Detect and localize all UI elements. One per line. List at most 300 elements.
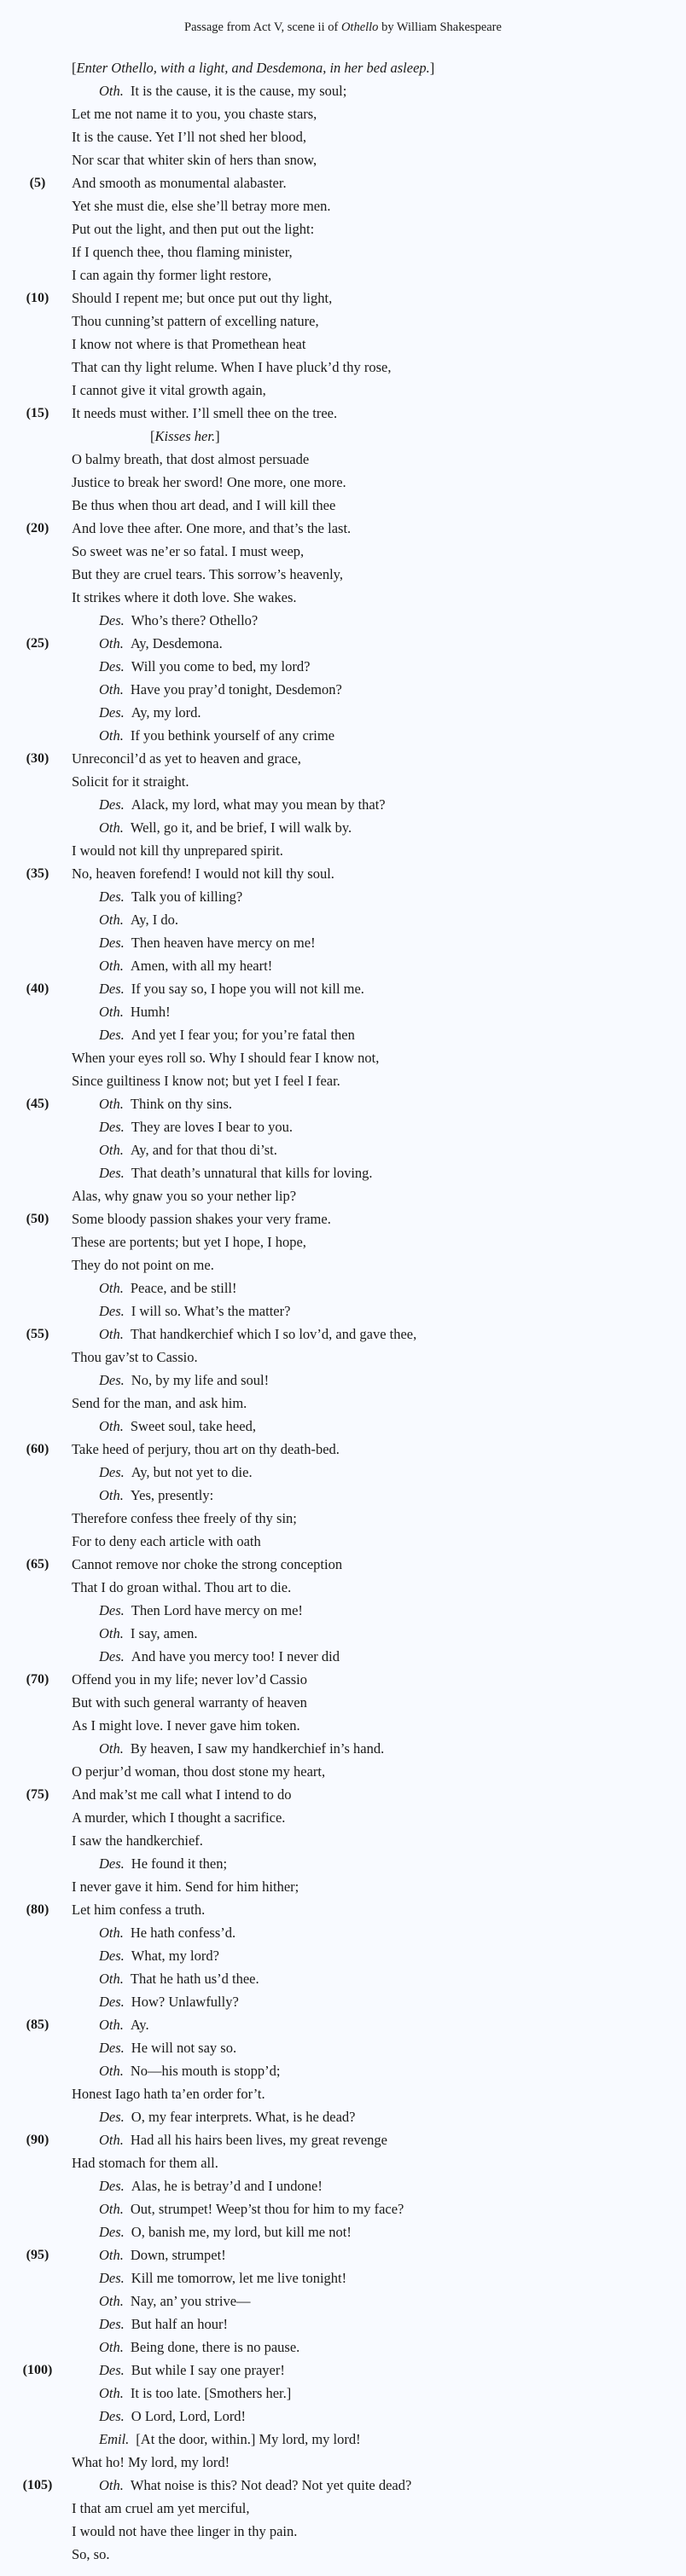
verse-line <box>99 609 258 632</box>
speaker-name: Oth. <box>99 2063 124 2079</box>
speaker-name: Des. <box>99 1464 125 1480</box>
line-text: Put out the light, and then put out the light: <box>72 221 315 237</box>
verse-line <box>72 1553 342 1576</box>
line-number: (65) <box>26 1557 49 1572</box>
verse-line <box>99 1645 340 1668</box>
speaker-name: Oth. <box>99 2017 124 2033</box>
line-text: Talk you of killing? <box>131 889 243 905</box>
passage-line <box>0 171 686 194</box>
passage-line <box>0 2128 686 2151</box>
line-number: (75) <box>26 1787 49 1802</box>
passage-title <box>0 19 686 36</box>
speaker-name: Oth. <box>99 1971 124 1987</box>
line-text: I would not have thee linger in thy pain. <box>72 2523 298 2539</box>
verse-line <box>72 125 306 148</box>
line-text: Ay, Desdemona. <box>130 635 223 651</box>
verse-line <box>99 816 352 839</box>
speaker-name: Des. <box>99 796 125 813</box>
passage-line <box>0 954 686 977</box>
verse-line <box>99 1161 373 1184</box>
passage-line <box>0 56 686 79</box>
passage-line <box>0 1484 686 1507</box>
passage-line <box>0 471 686 494</box>
line-number: (35) <box>26 866 49 881</box>
title-suffix: by William Shakespeare <box>378 20 502 34</box>
line-text: Had stomach for them all. <box>72 2155 218 2171</box>
passage-line <box>0 217 686 240</box>
line-text: Well, go it, and be brief, I will walk by. <box>130 819 352 836</box>
line-text: It is too late. [Smothers her.] <box>130 2385 292 2401</box>
speaker-name: Oth. <box>99 1487 124 1503</box>
passage-line <box>0 2266 686 2289</box>
passage-line <box>0 1622 686 1645</box>
line-text: Be thus when thou art dead, and I will kill thee <box>72 497 336 513</box>
verse-line <box>72 839 283 862</box>
verse-line <box>72 1346 198 1369</box>
line-text: Think on thy sins. <box>130 1096 233 1112</box>
speaker-name: Des. <box>99 704 125 721</box>
passage-line <box>0 770 686 793</box>
verse-line <box>72 356 392 379</box>
stage-direction: [Enter Othello, with a light, and Desdemona, in her bed asleep.] <box>72 60 435 76</box>
verse-line <box>72 563 343 586</box>
line-text: And smooth as monumental alabaster. <box>72 175 287 191</box>
verse-line <box>72 1207 331 1230</box>
verse-line <box>72 2151 218 2174</box>
speaker-name: Oth. <box>99 819 124 836</box>
passage-line <box>0 678 686 701</box>
passage-line <box>0 1645 686 1668</box>
passage-line <box>0 356 686 379</box>
line-text: Who’s there? Othello? <box>131 612 259 628</box>
verse-line <box>99 1115 293 1138</box>
verse-line <box>99 1323 416 1346</box>
passage-line <box>0 517 686 540</box>
line-text: O, my fear interprets. What, is he dead? <box>131 2109 356 2125</box>
verse-line <box>99 1484 213 1507</box>
line-text: Being done, there is no pause. <box>130 2339 300 2355</box>
line-text: Let me not name it to you, you chaste stars, <box>72 106 317 122</box>
line-text: These are portents; but yet I hope, I hope, <box>72 1234 306 1250</box>
verse-line <box>72 310 319 333</box>
verse-line <box>72 1253 214 1276</box>
verse-line <box>99 2474 411 2497</box>
passage-line <box>0 1576 686 1599</box>
line-text: I that am cruel am yet merciful, <box>72 2500 250 2516</box>
speaker-name: Des. <box>99 612 125 628</box>
passage-line <box>0 1046 686 1069</box>
verse-line <box>72 1898 205 1921</box>
verse-line <box>72 171 287 194</box>
verse-line <box>72 1576 291 1599</box>
line-text: That he hath us’d thee. <box>130 1971 259 1987</box>
stage-direction-text: Enter Othello, with a light, and Desdemona, in her bed asleep. <box>76 60 430 76</box>
speaker-name: Des. <box>99 1855 125 1872</box>
passage-line <box>0 1415 686 1438</box>
passage-line <box>0 402 686 425</box>
verse-line <box>72 217 314 240</box>
speaker-name: Oth. <box>99 1004 124 1020</box>
line-text: Had all his hairs been lives, my great revenge <box>130 2132 387 2148</box>
verse-line <box>99 1461 253 1484</box>
verse-line <box>72 1069 340 1092</box>
verse-line <box>72 1668 307 1691</box>
line-text: Thou cunning’st pattern of excelling nature, <box>72 313 319 329</box>
verse-line <box>99 2428 361 2451</box>
line-text: Justice to break her sword! One more, one more. <box>72 474 346 490</box>
line-number: (50) <box>26 1212 49 1226</box>
passage-line <box>0 240 686 263</box>
verse-line <box>72 2451 230 2474</box>
speaker-name: Des. <box>99 2270 125 2286</box>
speaker-name: Des. <box>99 2224 125 2240</box>
line-number: (100) <box>22 2363 53 2377</box>
line-text: As I might love. I never gave him token. <box>72 1717 300 1734</box>
verse-line <box>72 2082 265 2105</box>
verse-line <box>99 655 310 678</box>
passage-line <box>0 2474 686 2497</box>
verse-line <box>99 1921 235 1944</box>
verse-line <box>99 954 272 977</box>
line-text: That handkerchief which I so lov’d, and gave thee, <box>130 1326 417 1342</box>
verse-line <box>72 1760 325 1783</box>
verse-line <box>72 1875 299 1898</box>
passage-line <box>0 2036 686 2059</box>
passage-line <box>0 425 686 448</box>
passage-line <box>0 310 686 333</box>
verse-line <box>99 2197 404 2220</box>
passage-line <box>0 586 686 609</box>
line-text: He found it then; <box>131 1855 228 1872</box>
line-text: Nor scar that whiter skin of hers than snow, <box>72 152 317 168</box>
line-text: Kill me tomorrow, let me live tonight! <box>131 2270 347 2286</box>
verse-line <box>72 1184 296 1207</box>
passage-line <box>0 2428 686 2451</box>
verse-line <box>72 333 305 356</box>
verse-line <box>72 517 351 540</box>
verse-line <box>99 885 242 908</box>
verse-line <box>99 2128 387 2151</box>
passage-line <box>0 1599 686 1622</box>
passage-line <box>0 885 686 908</box>
line-text: It strikes where it doth love. She wakes. <box>72 589 297 605</box>
line-text: Solicit for it straight. <box>72 773 189 790</box>
passage-line <box>0 2497 686 2520</box>
line-text: Therefore confess thee freely of thy sin; <box>72 1510 297 1526</box>
passage-line <box>0 609 686 632</box>
verse-line <box>72 1806 285 1829</box>
verse-line <box>99 2174 323 2197</box>
verse-line <box>99 1415 256 1438</box>
passage-line <box>0 194 686 217</box>
line-text: I saw the handkerchief. <box>72 1832 203 1849</box>
passage-line <box>0 1668 686 1691</box>
line-text: Ay. <box>130 2017 149 2033</box>
speaker-name: Des. <box>99 2178 125 2194</box>
speaker-name: Oth. <box>99 2339 124 2355</box>
speaker-name: Des. <box>99 1994 125 2010</box>
passage-line <box>0 2105 686 2128</box>
verse-line <box>72 1046 379 1069</box>
line-text: Cannot remove nor choke the strong conception <box>72 1556 343 1572</box>
verse-line <box>72 2543 109 2566</box>
verse-line <box>99 2266 346 2289</box>
line-text: Offend you in my life; never lov’d Cassio <box>72 1671 308 1687</box>
passage-line <box>0 2405 686 2428</box>
verse-line <box>99 1092 232 1115</box>
passage-line <box>0 701 686 724</box>
line-text: Alack, my lord, what may you mean by that? <box>131 796 386 813</box>
line-text: What noise is this? Not dead? Not yet quite dead? <box>130 2477 412 2493</box>
verse-line <box>99 1369 269 1392</box>
passage-line <box>0 1737 686 1760</box>
speaker-name: Oth. <box>99 1280 124 1296</box>
verse-line <box>99 701 201 724</box>
line-text: That can thy light relume. When I have pluck’d thy rose, <box>72 359 392 375</box>
passage-line <box>0 2174 686 2197</box>
passage-line <box>0 724 686 747</box>
verse-line <box>99 1990 239 2013</box>
passage-line <box>0 2059 686 2082</box>
passage-line <box>0 1276 686 1300</box>
verse-line <box>72 1438 340 1461</box>
passage-line <box>0 1691 686 1714</box>
verse-line <box>72 1230 306 1253</box>
verse-line <box>72 2520 297 2543</box>
line-text: Will you come to bed, my lord? <box>131 658 311 674</box>
speaker-name: Emil. <box>99 2431 130 2447</box>
verse-line <box>99 2059 280 2082</box>
passage-line <box>0 287 686 310</box>
passage-line <box>0 2382 686 2405</box>
verse-line <box>99 2243 226 2266</box>
line-text: O, banish me, my lord, but kill me not! <box>131 2224 352 2240</box>
line-text: Humh! <box>130 1004 171 1020</box>
speaker-name: Oth. <box>99 2293 124 2309</box>
speaker-name: Des. <box>99 1027 125 1043</box>
speaker-name: Des. <box>99 1948 125 1964</box>
line-number: (60) <box>26 1442 49 1456</box>
verse-line <box>72 862 334 885</box>
verse-line <box>99 1023 355 1046</box>
passage-line <box>0 2243 686 2266</box>
line-text: How? Unlawfully? <box>131 1994 239 2010</box>
passage-line <box>0 448 686 471</box>
line-text: For to deny each article with oath <box>72 1533 261 1549</box>
passage-line <box>0 1369 686 1392</box>
passage-line <box>0 1346 686 1369</box>
line-text: Have you pray’d tonight, Desdemon? <box>130 681 342 698</box>
verse-line <box>99 1276 237 1300</box>
speaker-name: Oth. <box>99 1625 124 1641</box>
line-text: O perjur’d woman, thou dost stone my heart, <box>72 1763 326 1780</box>
line-text: Yet she must die, else she’ll betray more men. <box>72 198 331 214</box>
speaker-name: Des. <box>99 1372 125 1388</box>
verse-line <box>99 1967 259 1990</box>
line-text: But half an hour! <box>131 2316 228 2332</box>
line-text: Peace, and be still! <box>130 1280 237 1296</box>
line-text: O balmy breath, that dost almost persuade <box>72 451 310 467</box>
verse-line <box>99 1300 290 1323</box>
verse-line <box>99 931 316 954</box>
line-text: I never gave it him. Send for him hither; <box>72 1878 299 1895</box>
line-text: Should I repent me; but once put out thy light, <box>72 290 333 306</box>
passage-line <box>0 1161 686 1184</box>
passage-line <box>0 816 686 839</box>
passage-line <box>0 148 686 171</box>
verse-line <box>72 586 296 609</box>
line-text: Take heed of perjury, thou art on thy death-bed. <box>72 1441 340 1457</box>
passage-line <box>0 1553 686 1576</box>
verse-line <box>99 2313 228 2336</box>
line-text: Yes, presently: <box>130 1487 214 1503</box>
line-text: If you bethink yourself of any crime <box>130 727 335 744</box>
speaker-name: Oth. <box>99 1740 124 1757</box>
passage-line <box>0 2197 686 2220</box>
line-text: It needs must wither. I’ll smell thee on the tree. <box>72 405 338 421</box>
passage-line <box>0 1000 686 1023</box>
verse-line <box>99 2105 355 2128</box>
line-text: Send for the man, and ask him. <box>72 1395 247 1411</box>
speaker-name: Oth. <box>99 1925 124 1941</box>
speaker-name: Des. <box>99 2362 125 2378</box>
line-text: Thou gav’st to Cassio. <box>72 1349 198 1365</box>
line-text: Alas, why gnaw you so your nether lip? <box>72 1188 297 1204</box>
line-text: Nay, an’ you strive— <box>130 2293 251 2309</box>
passage-line <box>0 1783 686 1806</box>
verse-line <box>72 448 309 471</box>
passage-line <box>0 839 686 862</box>
verse-line <box>72 1783 292 1806</box>
line-text: So sweet was ne’er so fatal. I must weep, <box>72 543 305 559</box>
verse-line <box>72 1691 307 1714</box>
line-text: And mak’st me call what I intend to do <box>72 1786 292 1803</box>
passage-line <box>0 1092 686 1115</box>
line-text: It is the cause, it is the cause, my soul; <box>130 83 347 99</box>
line-text: If you say so, I hope you will not kill me. <box>131 981 364 997</box>
verse-line <box>99 1852 227 1875</box>
stage-direction-text: Kisses her. <box>154 428 216 444</box>
passage-line <box>0 2313 686 2336</box>
verse-line <box>99 2289 251 2313</box>
speaker-name: Oth. <box>99 1326 124 1342</box>
verse-line <box>72 2497 249 2520</box>
line-text: And love thee after. One more, and that’s the last. <box>72 520 352 536</box>
line-text: That I do groan withal. Thou art to die. <box>72 1579 292 1595</box>
passage-line <box>0 1806 686 1829</box>
line-text: Since guiltiness I know not; but yet I feel I fear. <box>72 1073 340 1089</box>
passage-line <box>0 333 686 356</box>
line-text: Amen, with all my heart! <box>130 958 273 974</box>
passage-line <box>0 1184 686 1207</box>
passage-line <box>0 263 686 287</box>
line-text: Honest Iago hath ta’en order for’t. <box>72 2086 265 2102</box>
line-text: They are loves I bear to you. <box>131 1119 294 1135</box>
verse-line <box>72 494 335 517</box>
passage-line <box>0 1852 686 1875</box>
passage-line <box>0 1138 686 1161</box>
verse-line <box>72 1530 261 1553</box>
passage-line <box>0 2013 686 2036</box>
verse-line <box>72 402 337 425</box>
passage-line <box>0 1023 686 1046</box>
verse-line <box>72 287 332 310</box>
line-text: No—his mouth is stopp’d; <box>130 2063 281 2079</box>
speaker-name: Oth. <box>99 1096 124 1112</box>
passage-line <box>0 977 686 1000</box>
line-text: No, by my life and soul! <box>131 1372 270 1388</box>
passage-line <box>0 908 686 931</box>
passage-line <box>0 102 686 125</box>
passage-line <box>0 379 686 402</box>
passage-line <box>0 2520 686 2543</box>
line-text: Alas, he is betray’d and I undone! <box>131 2178 323 2194</box>
line-text: And have you mercy too! I never did <box>131 1648 340 1664</box>
line-number: (45) <box>26 1097 49 1111</box>
line-text: Then heaven have mercy on me! <box>131 935 316 951</box>
passage-line <box>0 862 686 885</box>
verse-line <box>99 2382 291 2405</box>
passage-line <box>0 1530 686 1553</box>
line-number: (95) <box>26 2248 49 2262</box>
stage-direction: [Kisses her.] <box>150 428 220 444</box>
passage-line <box>0 1921 686 1944</box>
speaker-name: Des. <box>99 2040 125 2056</box>
line-text: I will so. What’s the matter? <box>131 1303 291 1319</box>
line-text: A murder, which I thought a sacrifice. <box>72 1809 286 1826</box>
speaker-name: Oth. <box>99 1418 124 1434</box>
line-text: I can again thy former light restore, <box>72 267 272 283</box>
speaker-name: Des. <box>99 981 125 997</box>
line-number: (30) <box>26 751 49 766</box>
verse-line <box>99 1737 384 1760</box>
line-text: Ay, but not yet to die. <box>131 1464 253 1480</box>
passage-line <box>0 2082 686 2105</box>
verse-line <box>99 793 386 816</box>
line-text: Down, strumpet! <box>130 2247 226 2263</box>
speaker-name: Oth. <box>99 1142 124 1158</box>
passage-line <box>0 1392 686 1415</box>
line-text: So, so. <box>72 2546 110 2562</box>
line-text: They do not point on me. <box>72 1257 214 1273</box>
verse-line <box>99 2220 352 2243</box>
passage-line <box>0 2220 686 2243</box>
verse-line <box>99 1944 219 1967</box>
speaker-name: Des. <box>99 2316 125 2332</box>
passage-line <box>0 1760 686 1783</box>
passage-line <box>0 2451 686 2474</box>
play-passage <box>0 56 686 2566</box>
line-text: He will not say so. <box>131 2040 237 2056</box>
speaker-name: Des. <box>99 1119 125 1135</box>
verse-line <box>99 1000 171 1023</box>
passage-line <box>0 1069 686 1092</box>
line-text: I say, amen. <box>130 1625 198 1641</box>
line-text: But they are cruel tears. This sorrow’s heavenly, <box>72 566 343 582</box>
passage-line <box>0 1507 686 1530</box>
speaker-name: Oth. <box>99 681 124 698</box>
passage-line <box>0 1714 686 1737</box>
passage-line <box>0 540 686 563</box>
line-text: I would not kill thy unprepared spirit. <box>72 842 283 859</box>
verse-line <box>72 1714 300 1737</box>
speaker-name: Oth. <box>99 2201 124 2217</box>
verse-line <box>99 2336 299 2359</box>
line-text: Sweet soul, take heed, <box>130 1418 256 1434</box>
line-text: It is the cause. Yet I’ll not shed her blood, <box>72 129 306 145</box>
speaker-name: Oth. <box>99 727 124 744</box>
speaker-name: Des. <box>99 1648 125 1664</box>
